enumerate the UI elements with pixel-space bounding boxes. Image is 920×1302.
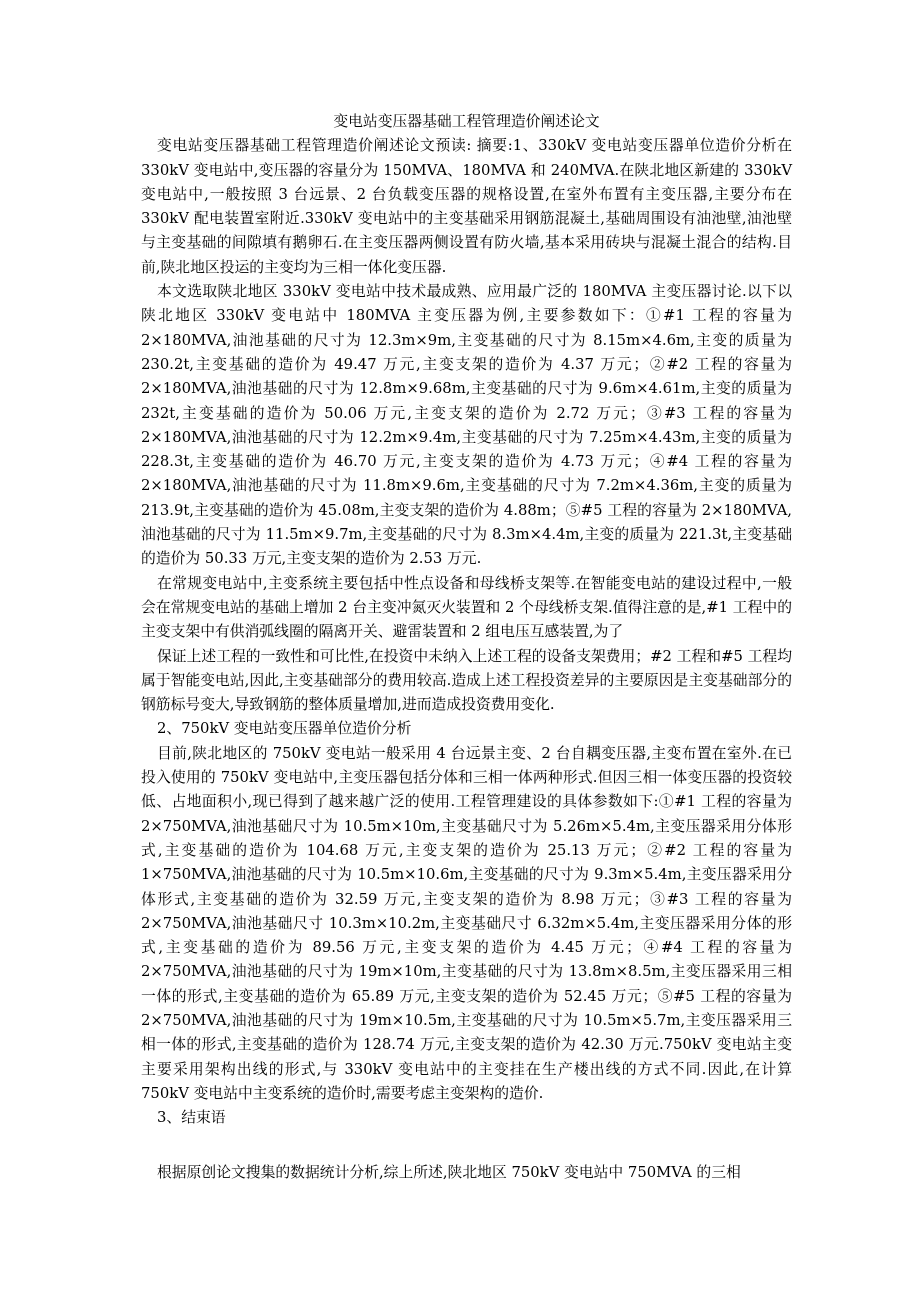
paragraph-180mva-parameters: 本文选取陕北地区 330kV 变电站中技术最成熟、应用最广泛的 180MVA 主变压器讨论.以下以陕北地区 330kV 变电站中 180MVA 主变压器为例,主要参数如下：①#1 工程的容量为 2×180MVA,油池基础的尺寸为 12.3m×9m,主变基础的尺寸为 8.15m×4.6m,主变的质量为 230.2t,主变基础的造价为 49.47 万元,主变支架的造价为 4.37 万元；②#2 工程的容量为 2×180MVA,油池基础的尺寸为 12.8m×9.68m,主变基础的尺寸为 9.6m×4.61m,主变的质量为 232t,主变基础的造价为 50.06 万元,主变支架的造价为 2.72 万元；③#3 工程的容量为 2×180MVA,油池基础的尺寸为 12.2m×9.4m,主变基础的尺寸为 7.25m×4.43m,主变的质量为 228.3t,主变基础的造价为 46.70 万元,主变支架的造价为 4.73 万元；④#4 工程的容量为 2×180MVA,油池基础的尺寸为 11.8m×9.6m,主变基础的尺寸为 7.2m×4.36m,主变的质量为 213.9t,主变基础的造价为 45.08m,主变支架的造价为 4.88m；⑤#5 工程的容量为 2×180MVA,油池基础的尺寸为 11.5m×9.7m,主变基础的尺寸为 8.3m×4.4m,主变的质量为 221.3t,主变基础的造价为 50.33 万元,主变支架的造价为 2.53 万元. <box>141 283 792 568</box>
document-body <box>141 110 792 1186</box>
section-heading-750kv: 2、750kV 变电站变压器单位造价分析 <box>157 720 412 738</box>
section-heading-conclusion: 3、结束语 <box>157 1109 226 1127</box>
paragraph-750kv-parameters: 目前,陕北地区的 750kV 变电站一般采用 4 台远景主变、2 台自耦变压器,主变布置在室外.在已投入使用的 750kV 变电站中,主变压器包括分体和三相一体两种形式.但因三相一体变压器的投资较低、占地面积小,现已得到了越来越广泛的使用.工程管理建设的具体参数如下:①#1 工程的容量为 2×750MVA,油池基础尺寸为 10.5m×10m,主变基础尺寸为 5.26m×5.4m,主变压器采用分体形式,主变基础的造价为 104.68 万元,主变支架的造价为 25.13 万元；②#2 工程的容量为 1×750MVA,油池基础的尺寸为 10.5m×10.6m,主变基础的尺寸为 9.3m×5.4m,主变压器采用分体形式,主变基础的造价为 32.59 万元,主变支架的造价为 8.98 万元；③#3 工程的容量为 2×750MVA,油池基础尺寸 10.3m×10.2m,主变基础尺寸 6.32m×5.4m,主变压器采用分体的形式,主变基础的造价为 89.56 万元,主变支架的造价为 4.45 万元；④#4 工程的容量为 2×750MVA,油池基础的尺寸为 19m×10m,主变基础的尺寸为 13.8m×8.5m,主变压器采用三相一体的形式,主变基础的造价为 65.89 万元,主变支架的造价为 52.45 万元；⑤#5 工程的容量为 2×750MVA,油池基础的尺寸为 19m×10.5m,主变基础的尺寸为 10.5m×5.7m,主变压器采用三相一体的形式,主变基础的造价为 128.74 万元,主变支架的造价为 42.30 万元.750kV 变电站主变主要采用架构出线的形式,与 330kV 变电站中的主变挂在生产楼出线的方式不同.因此,在计算 750kV 变电站中主变系统的造价时,需要考虑主变架构的造价. <box>141 744 792 1102</box>
paragraph-investment-difference: 保证上述工程的一致性和可比性,在投资中未纳入上述工程的设备支架费用；#2 工程和#5 工程均属于智能变电站,因此,主变基础部分的费用较高.造成上述工程投资差异的主要原因是主变基础部分的钢筋标号变大,导致钢筋的整体质量增加,进而造成投资费用变化. <box>141 647 792 714</box>
paragraph-conclusion: 根据原创论文搜集的数据统计分析,综上所述,陕北地区 750kV 变电站中 750MVA 的三相 <box>157 1164 741 1182</box>
document-title: 变电站变压器基础工程管理造价阐述论文 <box>333 113 600 130</box>
paragraph-abstract-330kv: 变电站变压器基础工程管理造价阐述论文预读: 摘要:1、330kV 变电站变压器单位造价分析在 330kV 变电站中,变压器的容量分为 150MVA、180MVA 和 240MVA.在陕北地区新建的 330kV 变电站中,一般按照 3 台远景、2 台负载变压器的规格设置,在室外布置有主变压器,主要分布在 330kV 配电装置室附近.330kV 变电站中的主变基础采用钢筋混凝土,基础周围设有油池壁,油池壁与主变基础的间隙填有鹅卵石.在主变压器两侧设置有防火墙,基本采用砖块与混凝土混合的结构.目前,陕北地区投运的主变均为三相一体化变压器. <box>141 137 792 276</box>
paragraph-smart-substation: 在常规变电站中,主变系统主要包括中性点设备和母线桥支架等.在智能变电站的建设过程中,一般会在常规变电站的基础上增加 2 台主变冲氮灭火装置和 2 个母线桥支架.值得注意的是,#1 工程中的主变支架中有供消弧线圈的隔离开关、避雷装置和 2 组电压互感装置,为了 <box>141 574 792 641</box>
